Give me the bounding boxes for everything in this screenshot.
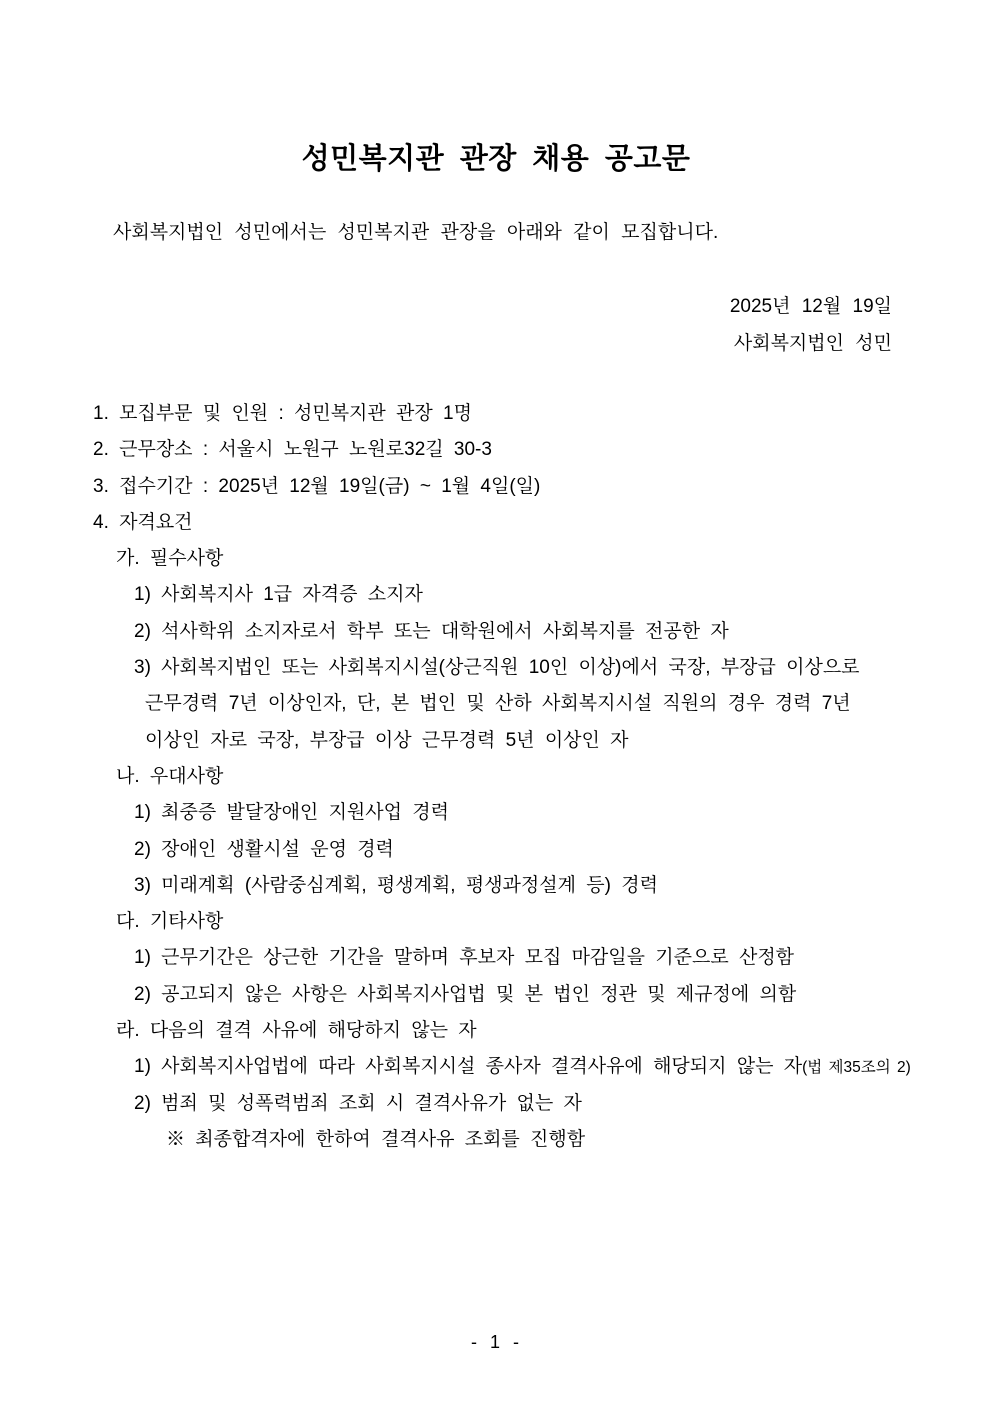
document-line-text: 1) 사회복지사업법에 따라 사회복지시설 종사자 결격사유에 해당되지 않는 자 xyxy=(134,1056,803,1078)
date-block xyxy=(730,288,892,362)
page-title: 성민복지관 관장 채용 공고문 xyxy=(301,143,691,175)
document-line xyxy=(93,1122,973,1158)
document-line-text: 1) 사회복지사 1급 자격증 소지자 xyxy=(134,584,423,606)
document-line xyxy=(93,832,973,868)
document-line xyxy=(93,614,973,650)
document-line xyxy=(93,904,973,940)
document-line xyxy=(93,432,973,468)
intro-paragraph: 사회복지법인 성민에서는 성민복지관 관장을 아래와 같이 모집합니다. xyxy=(113,222,719,243)
document-line-text: 2) 공고되지 않은 사항은 사회복지사업법 및 본 법인 정관 및 제규정에 의함 xyxy=(134,983,797,1005)
document-line-text: 가. 필수사항 xyxy=(116,548,224,570)
document-line-text: 2. 근무장소 : 서울시 노원구 노원로32길 30-3 xyxy=(93,439,492,461)
document-line-text: 1) 최중증 발달장애인 지원사업 경력 xyxy=(134,802,449,824)
document-line xyxy=(93,577,973,613)
document-line-text: 이상인 자로 국장, 부장급 이상 근무경력 5년 이상인 자 xyxy=(145,729,629,751)
legal-reference-note: (법 제35조의 2) xyxy=(802,1059,911,1077)
document-organization: 사회복지법인 성민 xyxy=(733,333,892,354)
document-line-text: 2) 장애인 생활시설 운영 경력 xyxy=(134,838,394,860)
document-line xyxy=(93,723,973,759)
document-line xyxy=(93,1049,973,1085)
document-line xyxy=(93,505,973,541)
body-lines xyxy=(93,396,973,1158)
document-line-text: 3) 사회복지법인 또는 사회복지시설(상근직원 10인 이상)에서 국장, 부장급 이상으로 xyxy=(134,657,860,679)
document-line xyxy=(93,795,973,831)
document-line xyxy=(93,759,973,795)
document-line xyxy=(93,977,973,1013)
document-line xyxy=(93,1086,973,1122)
document-line xyxy=(93,469,973,505)
document-line-text: 4. 자격요건 xyxy=(93,511,193,533)
document-date: 2025년 12월 19일 xyxy=(729,296,892,317)
document-line-text: 근무경력 7년 이상인자, 단, 본 법인 및 산하 사회복지시설 직원의 경우 경력 7년 xyxy=(145,693,851,715)
document-line-text: 3) 미래계획 (사람중심계획, 평생계획, 평생과정설계 등) 경력 xyxy=(134,874,658,896)
document-line-text: 다. 기타사항 xyxy=(116,911,224,933)
page-number: - 1 - xyxy=(470,1332,521,1352)
document-line-text: 나. 우대사항 xyxy=(116,765,224,787)
document-line xyxy=(93,868,973,904)
document-line xyxy=(93,686,973,722)
document-line xyxy=(93,396,973,432)
document-line-text: 1. 모집부문 및 인원 : 성민복지관 관장 1명 xyxy=(93,403,472,424)
document-line-text: ※ 최종합격자에 한하여 결격사유 조회를 진행함 xyxy=(166,1128,586,1150)
document-line xyxy=(93,1013,973,1049)
document-line-text: 3. 접수기간 : 2025년 12월 19일(금) ~ 1월 4일(일) xyxy=(93,475,541,497)
document-line-text: 라. 다음의 결격 사유에 해당하지 않는 자 xyxy=(116,1020,477,1042)
document-line xyxy=(93,541,973,577)
document-line-text: 1) 근무기간은 상근한 기간을 말하며 후보자 모집 마감일을 기준으로 산정함 xyxy=(134,947,795,969)
document-line-text: 2) 범죄 및 성폭력범죄 조회 시 결격사유가 없는 자 xyxy=(134,1092,582,1114)
document-line xyxy=(93,650,973,686)
document-line-text: 2) 석사학위 소지자로서 학부 또는 대학원에서 사회복지를 전공한 자 xyxy=(134,620,729,642)
document-line xyxy=(93,940,973,976)
